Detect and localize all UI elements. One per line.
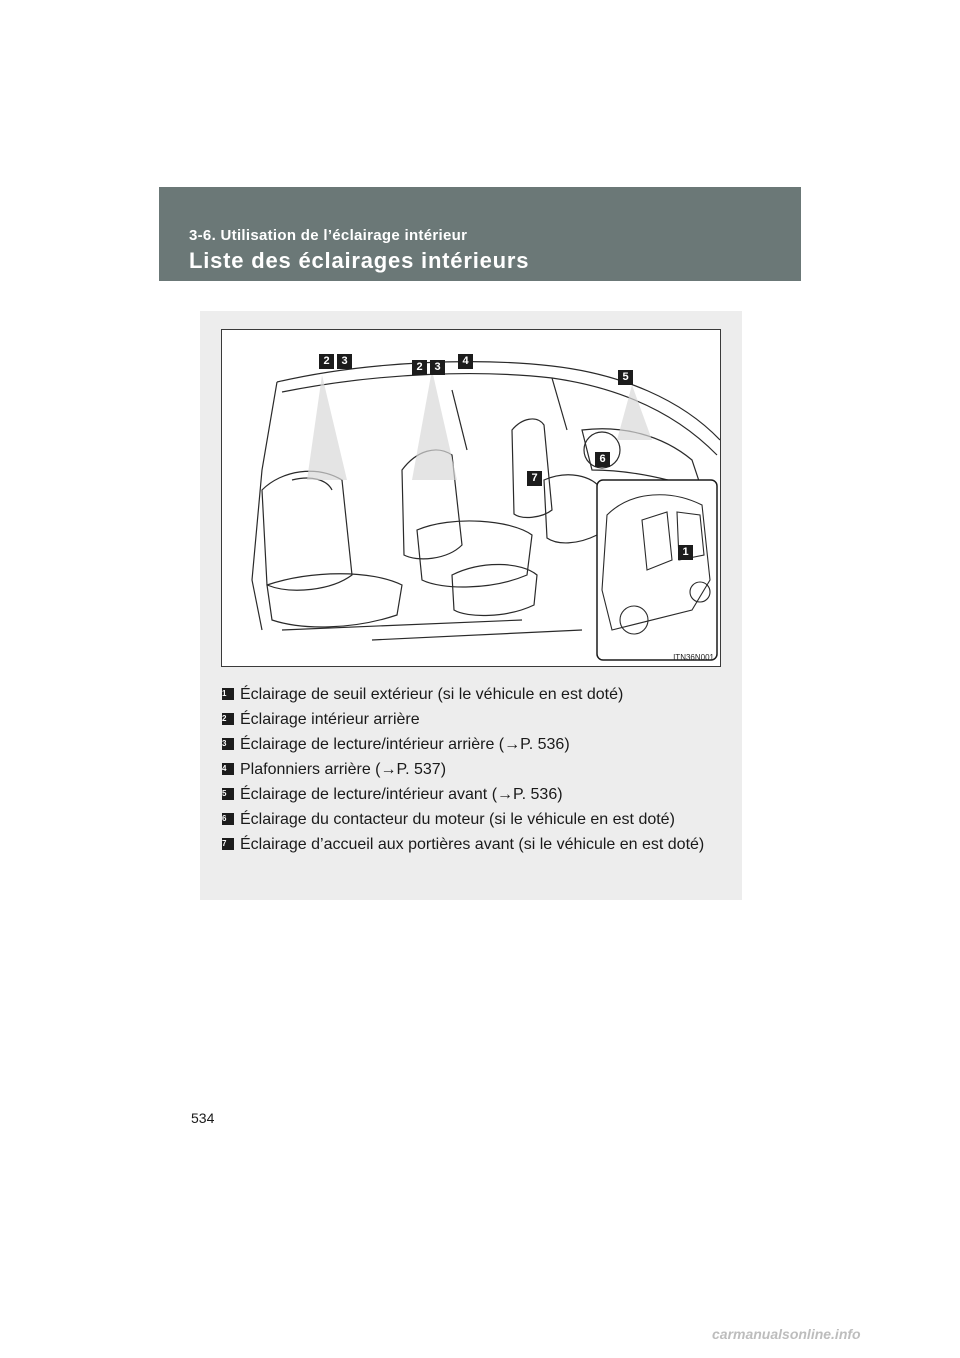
second-row-seat-cushion — [417, 521, 532, 587]
legend-number-badge: 4 — [222, 763, 234, 775]
vehicle-interior-illustration — [221, 329, 721, 667]
watermark: carmanualsonline.info — [712, 1326, 861, 1342]
legend-text: Éclairage de lecture/intérieur avant (→P. 536) — [240, 786, 563, 803]
legend-item — [222, 707, 720, 732]
section-label: 3-6. Utilisation de l’éclairage intérieur — [189, 227, 468, 244]
roof-inner-line — [282, 374, 717, 455]
floor-line — [282, 620, 522, 630]
rear-pillar — [252, 382, 277, 630]
callout-1: 1 — [678, 545, 693, 560]
callout-5: 5 — [618, 370, 633, 385]
legend-number-badge: 6 — [222, 813, 234, 825]
callout-3-rear: 3 — [337, 354, 352, 369]
legend-list — [222, 682, 720, 857]
legend-item — [222, 757, 720, 782]
content-panel — [200, 311, 742, 900]
light-beam-middle — [412, 370, 457, 480]
legend-text: Éclairage du contacteur du moteur (si le véhicule en est doté) — [240, 811, 675, 828]
front-seat-cushion — [544, 475, 602, 543]
callout-7: 7 — [527, 471, 542, 486]
legend-text: Plafonniers arrière (→P. 537) — [240, 761, 447, 778]
legend-number-badge: 1 — [222, 688, 234, 700]
figure-code: ITN36N001 — [673, 653, 714, 662]
legend-text: Éclairage de seuil extérieur (si le véhicule en est doté) — [240, 686, 624, 703]
chapter-header — [159, 187, 801, 281]
legend-item — [222, 782, 720, 807]
legend-item — [222, 682, 720, 707]
legend-item — [222, 732, 720, 757]
front-seat-back — [512, 419, 552, 518]
rear-seat-cushion — [267, 574, 402, 627]
rear-seat-back — [262, 471, 352, 590]
callout-2-middle: 2 — [412, 360, 427, 375]
floor-line-2 — [372, 630, 582, 640]
b-pillar — [452, 390, 467, 450]
legend-number-badge: 3 — [222, 738, 234, 750]
legend-text: Éclairage d’accueil aux portières avant (si le véhicule en est doté) — [240, 836, 705, 853]
page-number: 534 — [191, 1110, 215, 1126]
legend-item — [222, 807, 720, 832]
second-row-footrest — [452, 564, 537, 615]
interior-drawing — [222, 330, 721, 667]
a-pillar — [552, 378, 567, 430]
exterior-inset-frame — [597, 480, 717, 660]
page-title: Liste des éclairages intérieurs — [189, 248, 530, 273]
legend-number-badge: 7 — [222, 838, 234, 850]
callout-2-rear: 2 — [319, 354, 334, 369]
legend-text: Éclairage de lecture/intérieur arrière (→P. 536) — [240, 736, 570, 753]
callout-4: 4 — [458, 354, 473, 369]
legend-item — [222, 832, 720, 857]
roof-line — [277, 362, 720, 440]
callout-3-middle: 3 — [430, 360, 445, 375]
light-beam-rear — [307, 375, 347, 480]
callout-6: 6 — [595, 452, 610, 467]
legend-text: Éclairage intérieur arrière — [240, 711, 420, 728]
legend-number-badge: 5 — [222, 788, 234, 800]
legend-number-badge: 2 — [222, 713, 234, 725]
light-beam-front — [617, 385, 652, 440]
